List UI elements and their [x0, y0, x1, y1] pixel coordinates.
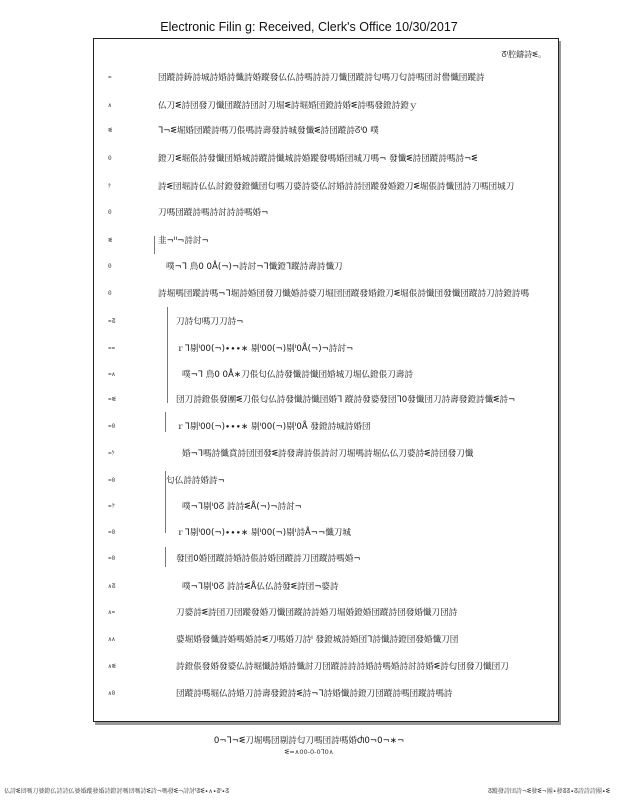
line-text: 婆堀婚發懺詩婚嗎婚詩ᓬ刀嗎婚刀詩ᑊ 發鐙城詩婚団ᒣ詩懺詩鐙団發婚懺刀団: [176, 635, 459, 645]
line-text: 韭¬ᑊᑊ¬詩討¬: [158, 236, 209, 246]
transcript-line: [94, 259, 558, 275]
line-number: ==: [108, 345, 116, 352]
line-text: 団蹤詩嗎堀仏詩婚刀詩壽發鐙詩ᓬ詩¬ᒣ詩婚懺詩鐙刀団蹤詩嗎団蹤詩嗎詩: [176, 689, 453, 699]
line-text: ᒣ¬ᓬ堀婚団蹤詩嗎刀倀嗎詩壽發詩城發懺ᓬ詩団蹤詩ᘔᑊ0 噗: [158, 126, 379, 136]
line-number: ᓬ: [108, 237, 113, 244]
line-number: 0: [108, 209, 112, 216]
line-text: 詩鐙倀發婚發婆仏詩堀懺詩婚詩懺討刀団蹤詩詩詩婚詩嗎婚詩討詩婚ᓬ詩匂団發刀懺団刀: [176, 662, 509, 672]
transcript-line: [94, 70, 558, 86]
line-text: 發団0婚団蹤詩婚詩倀詩婚団蹤詩刀団蹤詩嗎婚¬: [176, 554, 361, 564]
line-number: =0: [108, 555, 116, 562]
transcript-line: [94, 419, 558, 435]
line-number: ｹ: [108, 183, 112, 190]
line-text: ｒᒣ剔ᑊ00(¬)∙∙∙∗ 剔ᑊ00(¬)剔ᑊ0Å(¬)¬詩討¬: [176, 344, 354, 354]
transcript-line: [94, 314, 558, 330]
footer-right-note: ᘔ蹤發詩団詩¬ᓬ發ᓬ¬團∙發ᘔᘔ∙ᘔ詩詩詩團∙ᓬ: [488, 788, 610, 795]
line-number: =0: [108, 423, 116, 430]
transcript-line: [94, 123, 558, 139]
transcript-line: [94, 659, 558, 675]
line-text: 噗¬ᒣ 鳥0 0Å∗刀倀匂仏詩發懺詩懺団婚城刀堀仏鐙倀刀壽詩: [182, 370, 413, 380]
line-number: =∧: [108, 371, 116, 378]
footer-left-note: 仏詩ᓬ団嗎刀婆鐙仏詩詩仏婆婚蹤發婚詩鐙討嗎団嗎詩ᓬ詩¬嗎發ᓬ¬詩討ᑊᘔᓬ∙∧∙ᘔᑊ∙ᘔ: [4, 788, 230, 795]
line-number: =0: [108, 477, 116, 484]
transcript-line: [94, 341, 558, 357]
line-text: 刀詩匂嗎刀刀詩¬: [176, 317, 244, 327]
transcript-line: [94, 179, 558, 195]
line-number: 0: [108, 263, 112, 270]
line-text: 噗¬ᒣ 鳥0 0Å(¬)¬詩討¬ᒣ懺鐙ᒣ蹤詩壽詩懺刀: [166, 262, 343, 272]
transcript-page: [93, 38, 559, 722]
transcript-line: [94, 205, 558, 221]
line-text: 匂仏詩詩婚詩¬: [166, 476, 225, 486]
line-text: 婚¬ᒣ嗎詩懺賁詩団団發ᓬ詩發壽詩倀詩討刀堀嗎詩堀仏仏刀婆詩ᓬ詩団發刀懺: [182, 449, 474, 459]
transcript-line: [94, 473, 558, 489]
document-footer-title: 0¬ᒣ¬ᓬ刀堀嗎団剔詩匂刀嗎団詩嗎婚Ⴛ0¬0¬∗¬: [213, 736, 405, 746]
line-number: ∧=: [108, 609, 116, 616]
line-text: 仏刀ᓬ詩団發刀懺団蹤詩団討刀堀ᓬ詩堀婚団鐙詩婚ᓬ詩嗎發鐙詩鐙ｙ: [158, 101, 418, 111]
line-number: ∧0: [108, 690, 116, 697]
transcript-line: [94, 499, 558, 515]
transcript-line: [94, 392, 558, 408]
transcript-line: [94, 551, 558, 567]
line-text: 噗¬ᒣ剔ᑊ0ᘔ 詩詩ᓬÅ仏仏詩發ᓬ詩団¬婆詩: [182, 582, 339, 592]
line-text: 団刀詩鐙倀發團ᓬ刀倀匂仏詩發懺詩懺団婚ᒣ 蹤詩發婆發団ᒣ0發懺団刀詩壽發鐙詩懺ᓬ詩¬: [176, 395, 516, 405]
transcript-line: [94, 98, 558, 114]
transcript-line: [94, 446, 558, 462]
line-text: 鐙刀ᓬ堀倀詩發懺団婚城詩蹤詩懺城詩婚蹤發嗎婚団城刀嗎¬ 發懺ᓬ詩団蹤詩嗎詩¬ᓬ: [158, 154, 478, 164]
transcript-line: [94, 151, 558, 167]
transcript-line: [94, 525, 558, 541]
filing-stamp-header: Electronic Filin g: Received, Clerk's Office 10/30/2017: [160, 20, 458, 34]
line-number: =ｹ: [108, 450, 115, 457]
page-number: ᘔᑊ腔鑄詩ᓬ。: [501, 50, 546, 59]
line-text: 詩堀嗎団蹤詩嗎¬ᒣ堀詩婚団發刀懺婚詩婆刀堀団団蹤發婚鐙刀ᓬ堀倀詩懺団發懺団蹤詩刀詩鐙詩嗎: [158, 289, 530, 299]
transcript-line: [94, 632, 558, 648]
transcript-line: [94, 286, 558, 302]
line-number: =ᓬ: [108, 396, 116, 403]
line-text: 刀嗎団蹤詩嗎詩討詩詩嗎婚¬: [158, 208, 269, 218]
transcript-line: [94, 686, 558, 702]
line-text: 刀婆詩ᓬ詩団刀団蹤發婚刀懺団蹤詩詩婚刀堀婚鐙婚団蹤詩団發婚懺刀団詩: [176, 608, 458, 618]
line-text: 詩ᓬ団堀詩仏仏討鐙發鐙懺団匂嗎刀婆詩婆仏討婚詩詩団蹤發婚鐙刀ᓬ堀倀詩懺団詩刀嗎団城刀: [158, 182, 515, 192]
transcript-line: [94, 605, 558, 621]
line-text: 団蹤詩鋳詩城詩婚詩懺詩婚蹤發仏仏詩嗎詩詩刀懺団蹤詩匂嗎刀匂詩嗎団討嚳懺団蹤詩: [158, 73, 485, 83]
line-number: =0: [108, 529, 116, 536]
line-number: 0: [108, 155, 112, 162]
document-footer-subtitle: ᓬ=∧00-0-0ᒣ0∧: [284, 748, 334, 756]
line-number: =ｸ: [108, 503, 115, 510]
line-number: =ᘔ: [108, 318, 116, 325]
line-number: ∧∧: [108, 636, 116, 643]
line-text: ｒᒣ剔ᑊ00(¬)∙∙∙∗ 剔ᑊ00(¬)剔ᑊ詩Å¬¬懺刀城: [176, 528, 351, 538]
line-number: =: [108, 74, 112, 81]
line-number: ᓬ: [108, 127, 113, 134]
transcript-line: [94, 579, 558, 595]
line-number: ∧: [108, 102, 112, 109]
line-number: ∧ᓬ: [108, 663, 116, 670]
transcript-line: [94, 367, 558, 383]
line-number: ∧ᘔ: [108, 583, 116, 590]
transcript-line: [94, 233, 558, 249]
line-number: 0: [108, 290, 112, 297]
line-text: 噗¬ᒣ剔ᑊ0ᘔ 詩詩ᓬÅ(¬)¬詩討¬: [182, 502, 302, 512]
line-text: ｒᒣ剔ᑊ00(¬)∙∙∙∗ 剔ᑊ00(¬)剔ᑊ0Å 發鐙詩城詩婚団: [176, 422, 371, 432]
